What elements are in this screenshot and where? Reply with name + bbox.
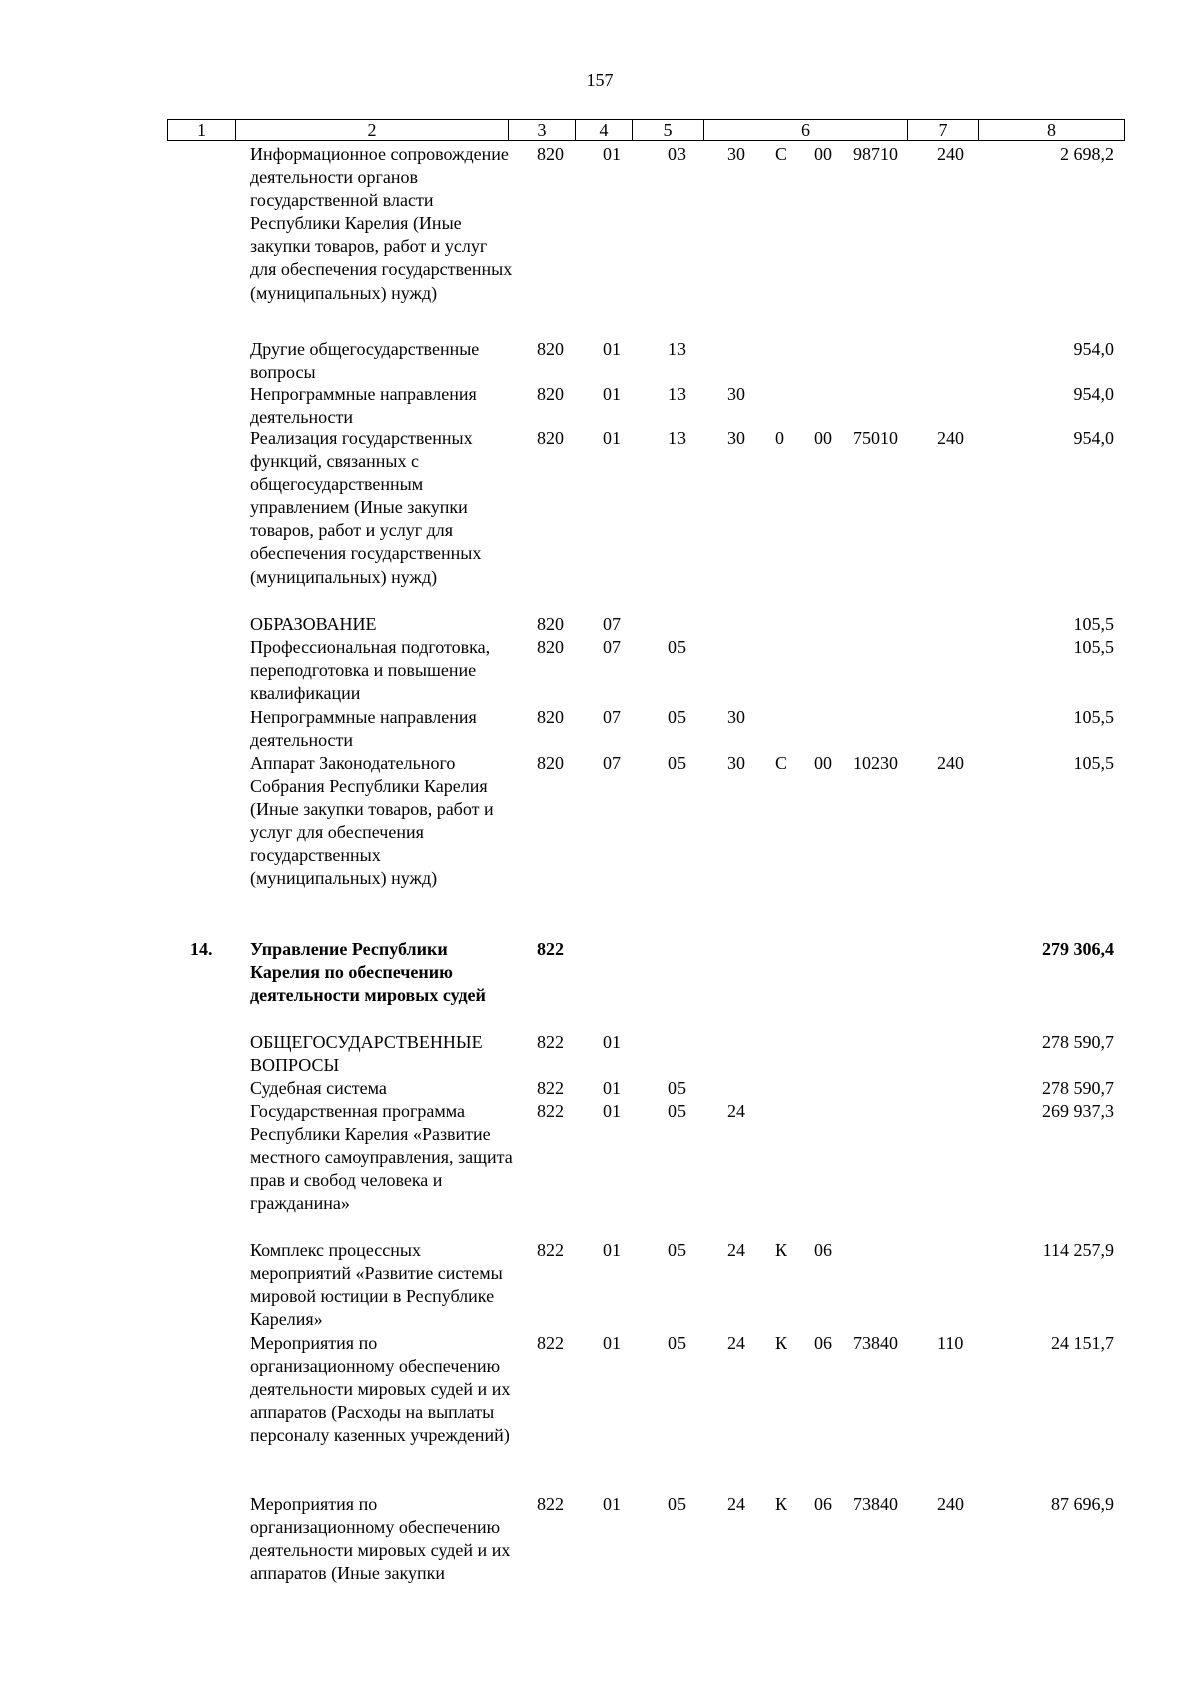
cell-c5: 05: [668, 1078, 686, 1098]
row-name: Реализация государственных функций, связанных с общегосударственным управлением (Иные закупки товаров, работ и услуг для обеспечения государственных (муниципальных) нужд): [250, 428, 482, 587]
table-header: [167, 119, 1125, 141]
row-name: Информационное сопровождение деятельности органов государственной власти Республики Карелия (Иные закупки товаров, работ и услуг для обеспечения государственных (муниципальных) нужд): [250, 144, 513, 303]
row-number: 14.: [190, 939, 213, 959]
cell-c8: 114 257,9: [1042, 1240, 1114, 1260]
cell-c6a: 30: [727, 707, 745, 727]
row-name: Государственная программа Республики Карелия «Развитие местного самоуправления, защита прав и свобод человека и гражданина»: [250, 1101, 513, 1214]
cell-c6a: 24: [727, 1101, 745, 1121]
header-col-8: 8: [1047, 120, 1056, 140]
cell-c3: 820: [537, 753, 564, 773]
cell-c7: 110: [937, 1333, 964, 1353]
header-col-6: 6: [801, 120, 810, 140]
cell-c6a: 30: [727, 144, 745, 164]
cell-c4: 01: [603, 1078, 621, 1098]
cell-c3: 820: [537, 614, 564, 634]
cell-c5: 05: [668, 753, 686, 773]
cell-c4: 07: [603, 614, 621, 634]
cell-c4: 01: [603, 1101, 621, 1121]
cell-c6c: 00: [814, 753, 832, 773]
cell-c3: 822: [537, 1101, 564, 1121]
cell-c7: 240: [937, 1494, 964, 1514]
cell-c6b: К: [775, 1494, 788, 1514]
cell-c7: 240: [937, 144, 964, 164]
cell-c5: 13: [668, 339, 686, 359]
header-col-1: 1: [197, 120, 206, 140]
row-name: Непрограммные направления деятельности: [250, 384, 477, 428]
cell-c6a: 30: [727, 384, 745, 404]
cell-c4: 01: [603, 1032, 621, 1052]
cell-c5: 13: [668, 384, 686, 404]
cell-c3: 822: [537, 1032, 564, 1052]
cell-c7: 240: [937, 753, 964, 773]
cell-c3: 822: [537, 1078, 564, 1098]
cell-c6d: 73840: [853, 1494, 898, 1514]
cell-c8: 954,0: [1073, 339, 1114, 359]
cell-c3: 822: [537, 1333, 564, 1353]
cell-c6c: 06: [814, 1494, 832, 1514]
cell-c3: 820: [537, 144, 564, 164]
header-col-2: 2: [367, 120, 377, 140]
cell-c8: 279 306,4: [1042, 939, 1114, 959]
cell-c4: 01: [603, 1240, 621, 1260]
cell-c4: 07: [603, 753, 621, 773]
header-col-4: 4: [599, 120, 609, 140]
cell-c3: 820: [537, 637, 564, 657]
cell-c5: 05: [668, 1494, 686, 1514]
cell-c6b: К: [775, 1333, 788, 1353]
cell-c4: 07: [603, 637, 621, 657]
cell-c8: 278 590,7: [1042, 1078, 1114, 1098]
cell-c6b: К: [775, 1240, 788, 1260]
row-name: Мероприятия по организационному обеспечению деятельности мировых судей и их аппаратов (Расходы на выплаты персоналу казенных учреждений): [250, 1333, 511, 1446]
cell-c5: 13: [668, 428, 686, 448]
header-col-5: 5: [663, 120, 673, 140]
cell-c6a: 30: [727, 753, 745, 773]
cell-c6c: 06: [814, 1333, 832, 1353]
cell-c6d: 75010: [853, 428, 898, 448]
cell-c8: 269 937,3: [1042, 1101, 1114, 1121]
row-name: Судебная система: [250, 1078, 387, 1098]
cell-c8: 87 696,9: [1051, 1494, 1114, 1514]
cell-c6c: 00: [814, 144, 832, 164]
cell-c6d: 10230: [853, 753, 898, 773]
cell-c4: 01: [603, 384, 621, 404]
row-name: Комплекс процессных мероприятий «Развитие системы мировой юстиции в Республике Карелия»: [250, 1240, 503, 1330]
cell-c6b: С: [775, 753, 788, 773]
cell-c3: 822: [537, 1494, 564, 1514]
cell-c4: 01: [603, 144, 621, 164]
cell-c4: 01: [603, 428, 621, 448]
cell-c4: 01: [603, 1333, 621, 1353]
row-name: Профессиональная подготовка, переподготовка и повышение квалификации: [250, 637, 491, 704]
cell-c3: 820: [537, 339, 564, 359]
row-name: Непрограммные направления деятельности: [250, 707, 477, 751]
cell-c3: 820: [537, 428, 564, 448]
header-col-3: 3: [537, 120, 547, 140]
cell-c8: 2 698,2: [1060, 144, 1114, 164]
cell-c6d: 73840: [853, 1333, 898, 1353]
cell-c7: 240: [937, 428, 964, 448]
cell-c6a: 30: [727, 428, 745, 448]
row-name: Мероприятия по организационному обеспечению деятельности мировых судей и их аппаратов (Иные закупки: [250, 1494, 511, 1584]
cell-c5: 05: [668, 1333, 686, 1353]
cell-c4: 01: [603, 1494, 621, 1514]
page-number: 157: [586, 70, 614, 90]
cell-c6a: 24: [727, 1240, 745, 1260]
cell-c3: 822: [537, 939, 564, 959]
cell-c6a: 24: [727, 1494, 745, 1514]
cell-c3: 822: [537, 1240, 564, 1260]
cell-c4: 01: [603, 339, 621, 359]
header-col-7: 7: [938, 120, 948, 140]
cell-c5: 05: [668, 707, 686, 727]
cell-c5: 03: [668, 144, 686, 164]
cell-c6b: 0: [775, 428, 784, 448]
cell-c3: 820: [537, 707, 564, 727]
cell-c8: 105,5: [1073, 707, 1114, 727]
cell-c5: 05: [668, 1101, 686, 1121]
cell-c8: 278 590,7: [1042, 1032, 1114, 1052]
cell-c8: 105,5: [1073, 637, 1114, 657]
row-name: ОБЩЕГОСУДАРСТВЕННЫЕ ВОПРОСЫ: [250, 1032, 483, 1076]
cell-c8: 105,5: [1073, 614, 1114, 634]
cell-c6d: 98710: [853, 144, 898, 164]
cell-c4: 07: [603, 707, 621, 727]
cell-c6c: 00: [814, 428, 832, 448]
row-name: Аппарат Законодательного Собрания Республики Карелия (Иные закупки товаров, работ и услуг для обеспечения государственных (муниципальных) нужд): [250, 753, 494, 889]
cell-c8: 954,0: [1073, 428, 1114, 448]
cell-c8: 954,0: [1073, 384, 1114, 404]
cell-c8: 24 151,7: [1051, 1333, 1114, 1353]
row-name: Управление Республики Карелия по обеспечению деятельности мировых судей: [250, 939, 486, 1006]
row-name: Другие общегосударственные вопросы: [250, 339, 480, 383]
cell-c6c: 06: [814, 1240, 832, 1260]
cell-c5: 05: [668, 1240, 686, 1260]
cell-c6a: 24: [727, 1333, 745, 1353]
cell-c5: 05: [668, 637, 686, 657]
row-name: ОБРАЗОВАНИЕ: [250, 614, 377, 634]
cell-c6b: С: [775, 144, 788, 164]
cell-c3: 820: [537, 384, 564, 404]
cell-c8: 105,5: [1073, 753, 1114, 773]
